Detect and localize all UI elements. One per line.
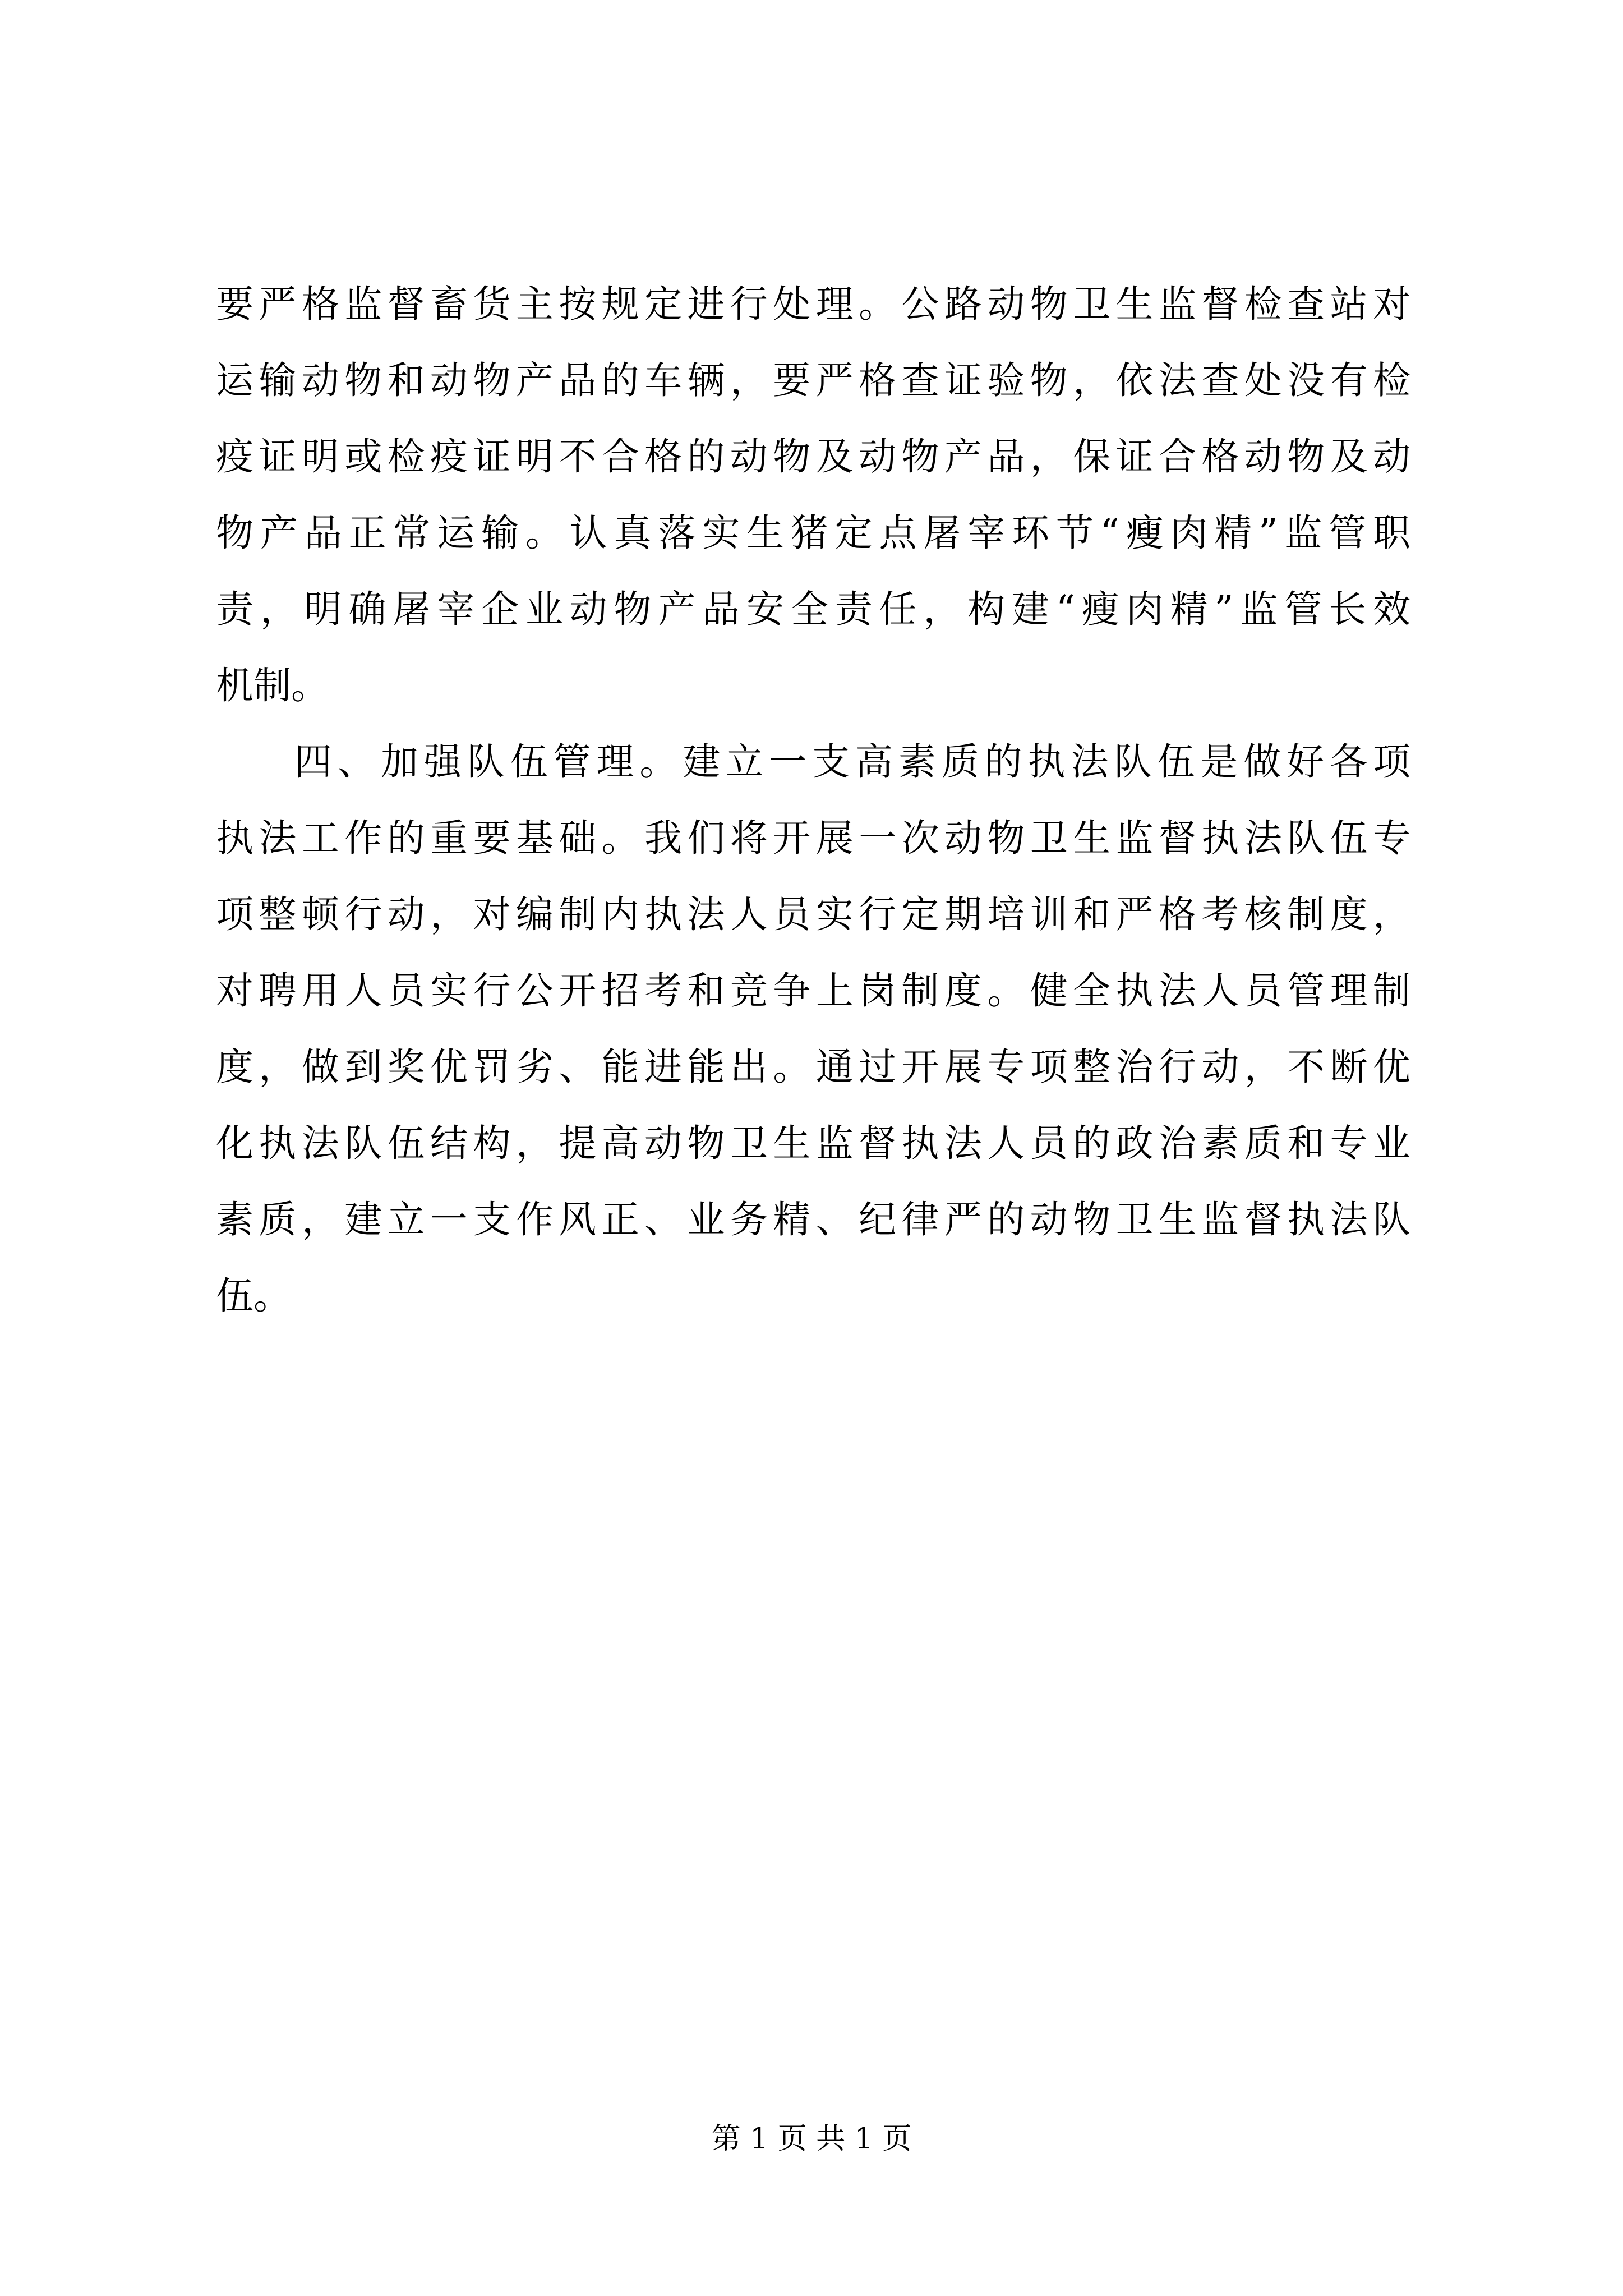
text-line: 化执法队伍结构，提高动物卫生监督执法人员的政治素质和专业 <box>216 1121 1410 1165</box>
page-number-footer: 第 1 页 共 1 页 <box>711 2122 912 2156</box>
text-line: 对聘用人员实行公开招考和竞争上岗制度。健全执法人员管理制 <box>216 969 1410 1013</box>
text-line: 执法工作的重要基础。我们将开展一次动物卫生监督执法队伍专 <box>216 816 1410 860</box>
text-line: 物产品正常运输。认真落实生猪定点屠宰环节“瘦肉精”监管职 <box>216 511 1410 555</box>
text-line: 疫证明或检疫证明不合格的动物及动物产品，保证合格动物及动 <box>216 435 1410 478</box>
text-line: 度，做到奖优罚劣、能进能出。通过开展专项整治行动，不断优 <box>216 1045 1410 1089</box>
text-line: 责，明确屠宰企业动物产品安全责任，构建“瘦肉精”监管长效 <box>216 587 1410 631</box>
document-body <box>216 266 1410 1334</box>
text-line: 素质，建立一支作风正、业务精、纪律严的动物卫生监督执法队 <box>216 1198 1410 1241</box>
text-line: 运输动物和动物产品的车辆，要严格查证验物，依法查处没有检 <box>216 358 1410 402</box>
text-line: 伍。 <box>216 1274 291 1318</box>
text-line: 要严格监督畜货主按规定进行处理。公路动物卫生监督检查站对 <box>216 282 1410 326</box>
text-line: 机制。 <box>216 664 329 707</box>
paragraph-start-line: 四、加强队伍管理。建立一支高素质的执法队伍是做好各项 <box>294 740 1410 784</box>
text-line: 项整顿行动，对编制内执法人员实行定期培训和严格考核制度， <box>216 892 1410 936</box>
